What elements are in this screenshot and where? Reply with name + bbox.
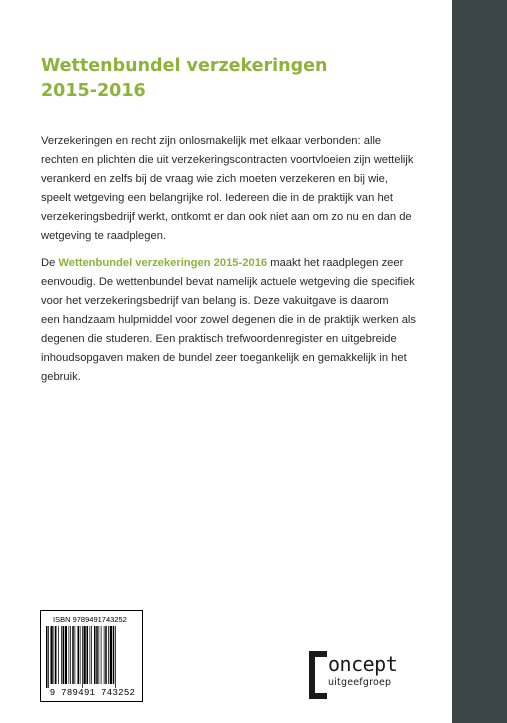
concept-c-icon [309, 651, 327, 699]
barcode-bar [104, 626, 105, 684]
barcode-bar [84, 626, 86, 684]
text-line: wetgeving te raadplegen. [41, 230, 167, 242]
logo-subtitle: uitgeefgroep [328, 677, 392, 688]
book-title [41, 54, 327, 104]
barcode-bar [78, 626, 80, 684]
barcode-bar [48, 626, 49, 688]
barcode-bar [91, 626, 92, 684]
barcode-bars [45, 626, 140, 688]
text-line: Verzekeringen en recht zijn onlosmakelijk met elkaar verbonden: alle [41, 135, 382, 147]
text-line: eenvoudig. De wettenbundel bevat namelijk actuele wetgeving die specifiek [41, 276, 415, 288]
text-line: degenen die studeren. Een praktisch trefwoordenregister en uitgebreide [41, 333, 397, 345]
barcode-bar [63, 626, 65, 684]
barcode-bar [96, 626, 98, 684]
barcode-bar [108, 626, 109, 684]
barcode-bar [80, 626, 81, 684]
highlighted-title: Wettenbundel verzekeringen 2015-2016 [58, 257, 268, 269]
text-line: inhoudsopgaven maken de bundel zeer toegankelijk en gemakkelijk in het [41, 352, 407, 364]
text-prefix: De [41, 257, 59, 269]
text-line: speelt wetgeving een belangrijke rol. Iedereen die in de praktijk van het [41, 192, 394, 204]
barcode-bar [70, 626, 71, 684]
barcode-bar [101, 626, 102, 684]
text-line: verzekeringsbedrijf werkt, ontkomt er dan ook niet aan om zo nu en dan de [41, 211, 412, 223]
barcode-bar [46, 626, 48, 688]
barcode-bar [61, 626, 62, 684]
publisher-logo [309, 651, 419, 701]
barcode-bar [90, 626, 91, 684]
text-suffix: maakt het raadplegen zeer [267, 257, 404, 269]
barcode-bar [99, 626, 100, 684]
text-line: gebruik. [41, 371, 81, 383]
barcode-bar [94, 626, 96, 684]
logo-wordmark: oncept [328, 652, 398, 676]
barcode-bar [69, 626, 70, 684]
barcode-bar [105, 626, 107, 684]
barcode-bar [51, 626, 53, 684]
barcode-bar [54, 626, 55, 684]
title-line-1: Wettenbundel verzekeringen [41, 56, 328, 76]
description-paragraph-1 [41, 132, 441, 246]
barcode-bar [65, 626, 67, 684]
book-spine [452, 0, 507, 723]
barcode-bar [82, 626, 83, 688]
barcode-bar [87, 626, 89, 684]
text-line: voor het verzekeringsbedrijf van belang is. Deze vakuitgave is daarom [41, 295, 389, 307]
barcode-bar [75, 626, 76, 684]
isbn-digits: 9 789491 743252 [49, 688, 136, 698]
barcode-bar [115, 626, 116, 688]
text-line: een handzaam hulpmiddel voor zowel degenen die in de praktijk werken als [41, 314, 417, 326]
barcode-bar [110, 626, 112, 684]
barcode-bar [113, 626, 115, 684]
title-line-2: 2015-2016 [41, 81, 146, 101]
barcode-bar [58, 626, 59, 684]
barcode-bar [72, 626, 74, 684]
text-line [41, 254, 441, 273]
text-line: verankerd en zelfs bij de vraag wie zich moeten verzekeren en bij wie, [41, 173, 388, 185]
isbn-barcode [40, 610, 143, 702]
isbn-label: ISBN 9789491743252 [53, 615, 127, 624]
barcode-bar [55, 626, 57, 684]
description-paragraph-2 [41, 254, 441, 387]
text-line: rechten en plichten die uit verzekeringscontracten voortvloeien zijn wettelijk [41, 154, 414, 166]
